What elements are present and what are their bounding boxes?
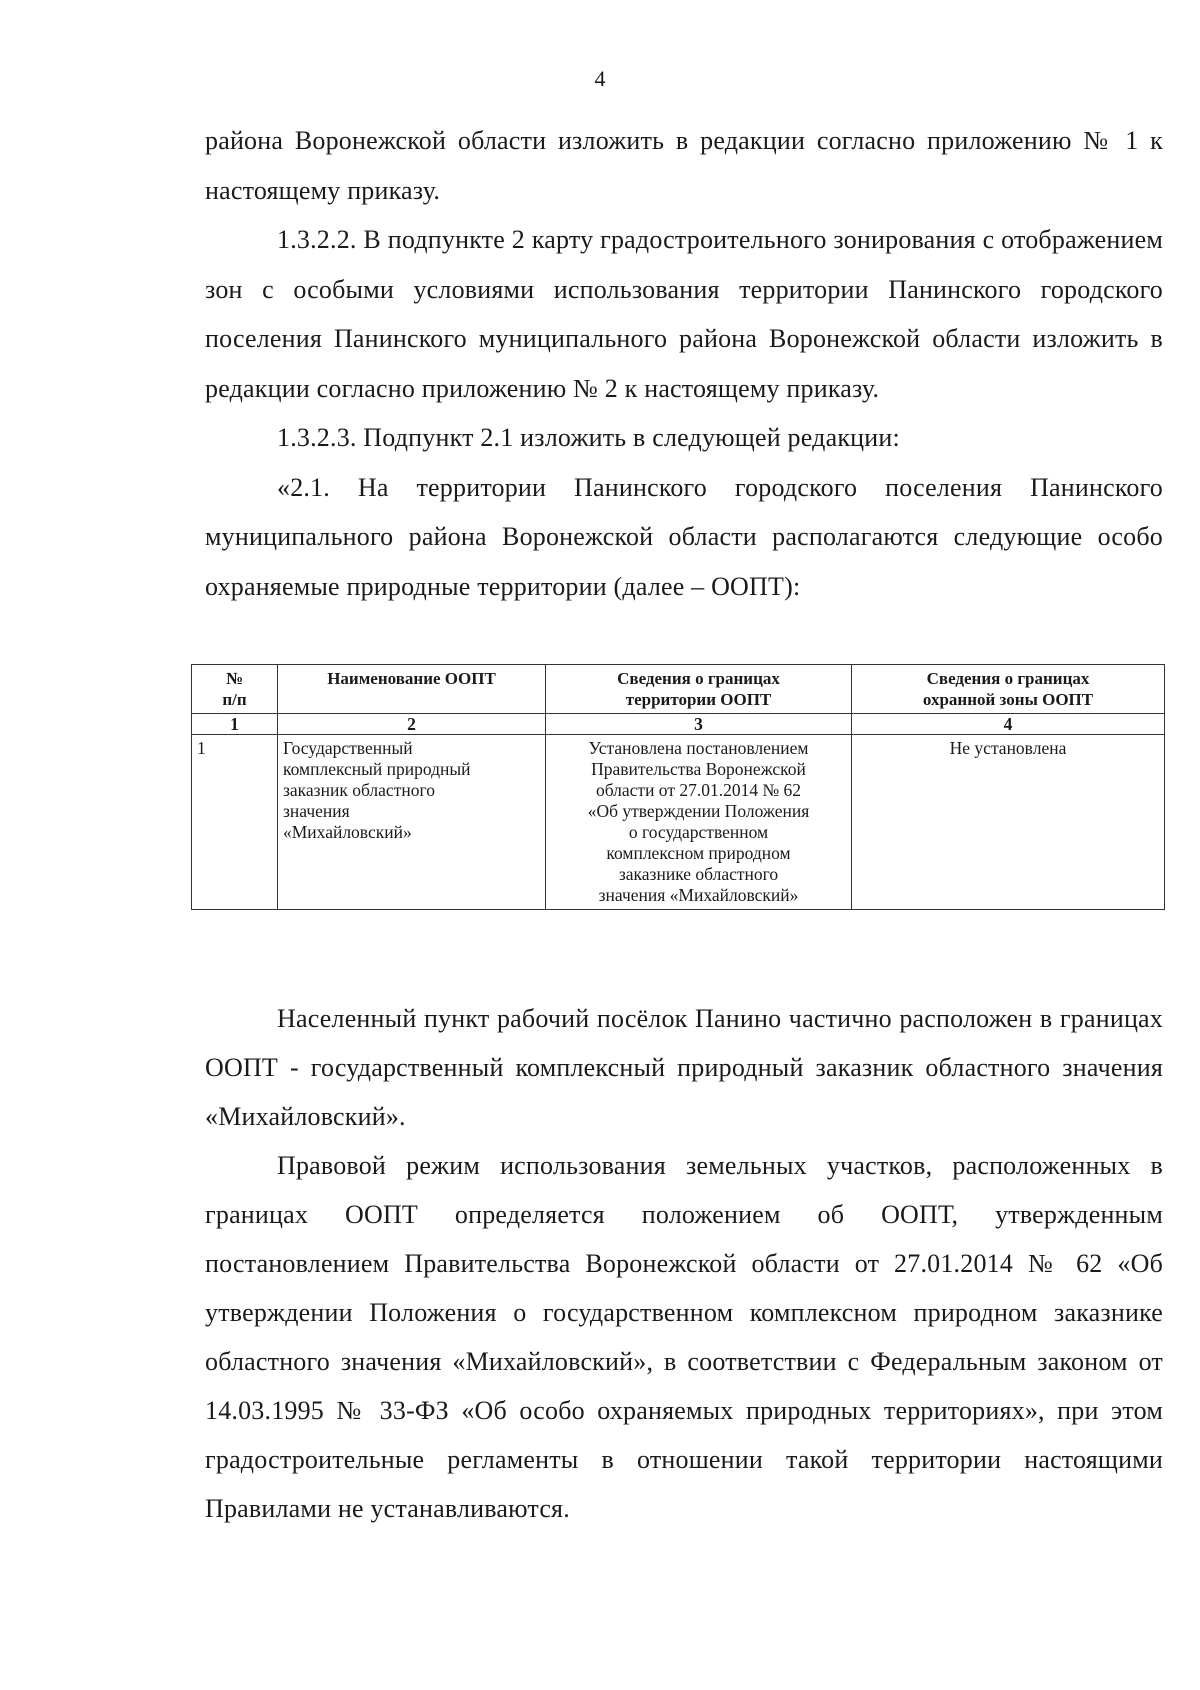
oopt-table (191, 664, 1165, 910)
cell-number: 1 (192, 735, 278, 910)
paragraph-settlement: Населенный пункт рабочий посёлок Панино частично расположен в границах ООПТ - государственный комплексный природный заказник областного значения «Михайловский». (205, 1004, 1163, 1131)
header-territory-bounds: Сведения о границах территории ООПТ (546, 665, 852, 714)
paragraph-1-3-2-3: 1.3.2.3. Подпункт 2.1 изложить в следующей редакции: (277, 423, 900, 452)
table-column-numbers-row (192, 714, 1165, 735)
column-number: 4 (852, 714, 1165, 735)
body-text-top (205, 116, 1163, 611)
paragraph-2-1: «2.1. На территории Панинского городского поселения Панинского муниципального района Воронежской области располагаются следующие особо охраняемые природные территории (далее – ООПТ): (205, 472, 1163, 601)
column-number: 2 (278, 714, 546, 735)
header-number: № п/п (192, 665, 278, 714)
table-row (192, 735, 1165, 910)
column-number: 3 (546, 714, 852, 735)
header-name: Наименование ООПТ (278, 665, 546, 714)
cell-buffer-zone: Не установлена (852, 735, 1165, 910)
paragraph-continuation: района Воронежской области изложить в редакции согласно приложению № 1 к настоящему приказу. (205, 126, 1163, 205)
column-number: 1 (192, 714, 278, 735)
header-buffer-zone-bounds: Сведения о границах охранной зоны ООПТ (852, 665, 1165, 714)
table-header-row (192, 665, 1165, 714)
cell-territory: Установлена постановлением Правительства Воронежской области от 27.01.2014 № 62 «Об утверждении Положения о государственном комплексном природном заказнике областного значения «Михайловский» (546, 735, 852, 910)
paragraph-1-3-2-2: 1.3.2.2. В подпункте 2 карту градостроительного зонирования с отображением зон с особыми условиями использования территории Панинского городского поселения Панинского муниципального района Воронежской области изложить в редакции согласно приложению № 2 к настоящему приказу. (205, 225, 1163, 403)
paragraph-legal-regime: Правовой режим использования земельных участков, расположенных в границах ООПТ определяется положением об ООПТ, утвержденным постановлением Правительства Воронежской области от 27.01.2014 № 62 «Об утверждении Положения о государственном комплексном природном заказнике областного значения «Михайловский», в соответствии с Федеральным законом от 14.03.1995 № 33-ФЗ «Об особо охраняемых природных территориях», при этом градостроительные регламенты в отношении такой территории настоящими Правилами не устанавливаются. (205, 1151, 1163, 1523)
page-number: 4 (594, 66, 606, 91)
cell-name: Государственный комплексный природный заказник областного значения «Михайловский» (278, 735, 546, 910)
body-text-bottom (205, 994, 1163, 1533)
